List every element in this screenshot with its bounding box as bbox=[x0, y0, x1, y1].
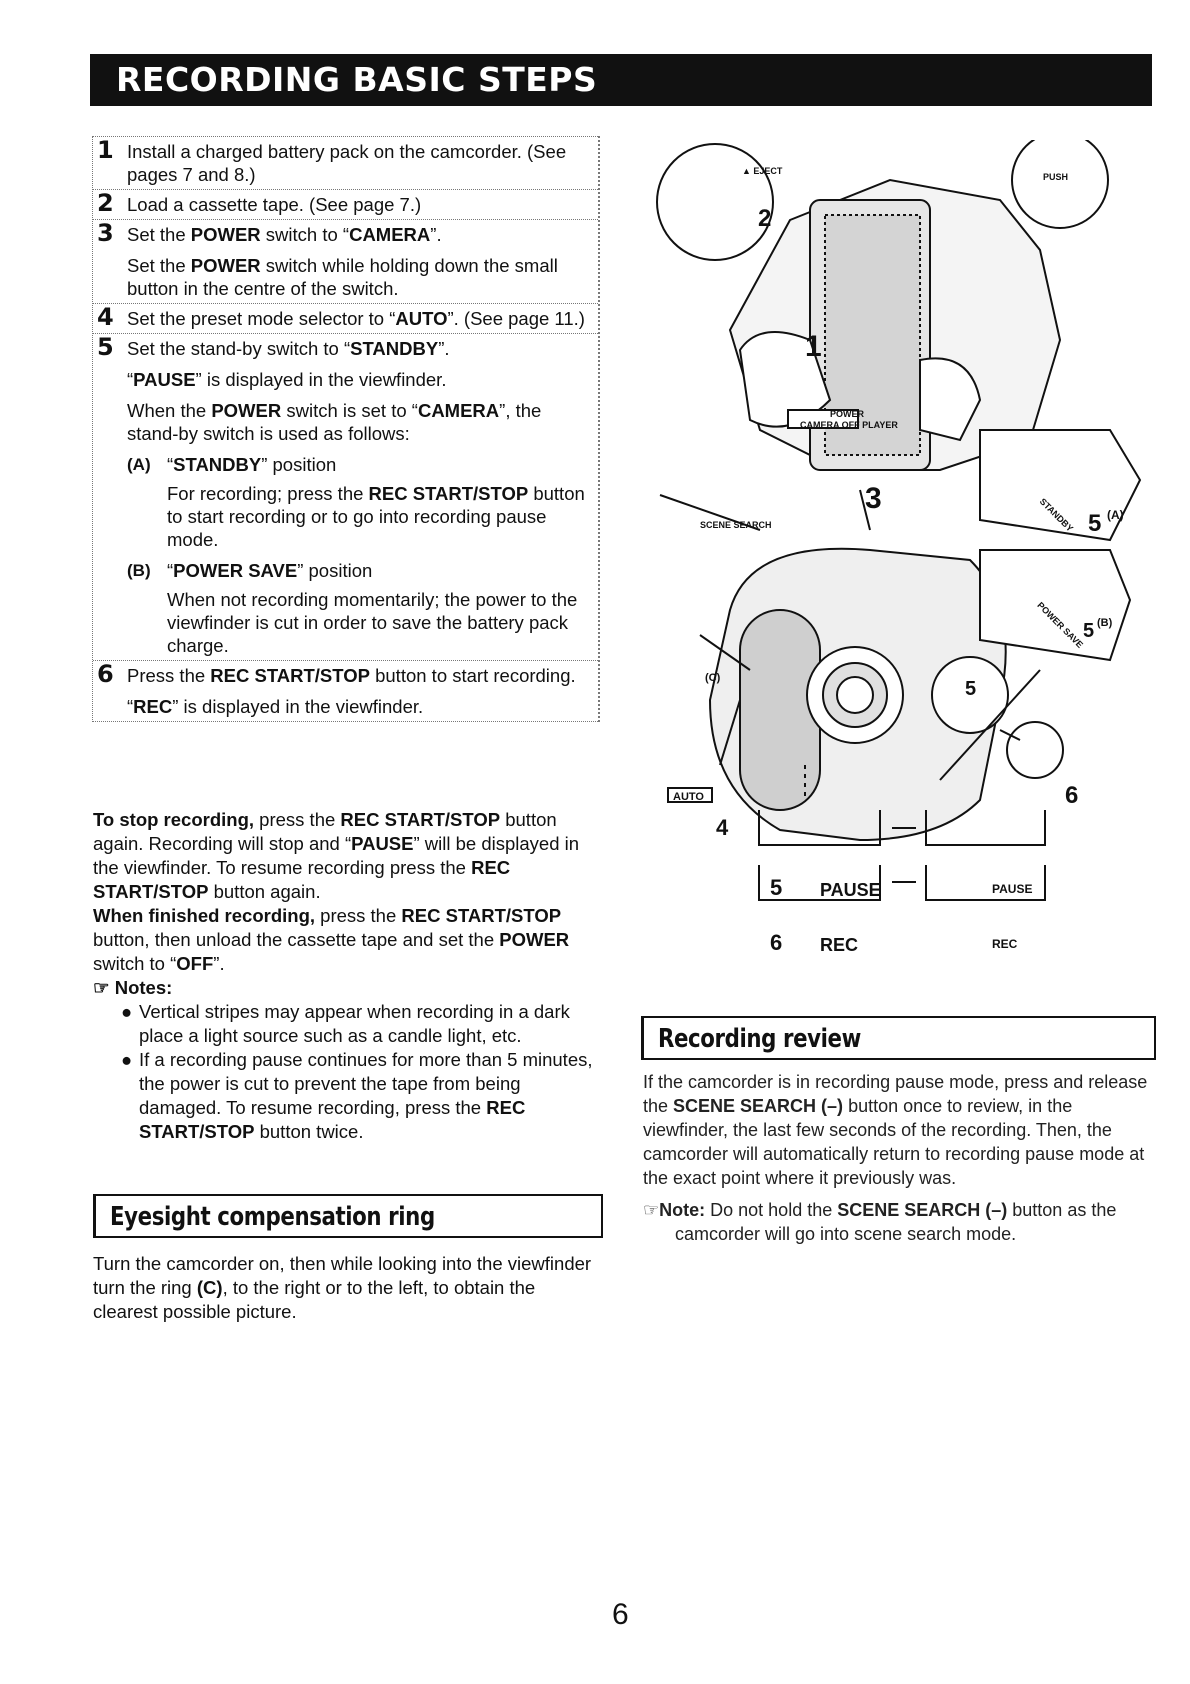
row-5-label: 5 bbox=[770, 875, 783, 900]
section-heading: Recording review bbox=[658, 1024, 861, 1054]
standby-label: STANDBY bbox=[1037, 496, 1076, 534]
note-item: ● If a recording pause continues for more than 5 minutes, the power is cut to prevent the tape from being damaged. To resume recording, press the REC START/STOP button twice. bbox=[93, 1048, 603, 1144]
hand-pointer-icon: ☞ bbox=[643, 1200, 660, 1220]
callout-3: 3 bbox=[865, 482, 882, 515]
viewfinder-rec-small: REC bbox=[992, 937, 1018, 951]
callout-5b: 5 bbox=[1083, 620, 1095, 642]
auto-label: AUTO bbox=[673, 791, 704, 803]
callout-5: 5 bbox=[965, 678, 977, 700]
callout-5a-sub: (A) bbox=[1107, 508, 1124, 522]
section-heading: Eyesight compensation ring bbox=[110, 1202, 435, 1232]
step-2 bbox=[93, 190, 598, 220]
step-3: 3 Set the POWER switch to “CAMERA”. Set the POWER switch while holding down the small button in the centre of the switch. bbox=[93, 220, 598, 304]
viewfinder-pause-small: PAUSE bbox=[992, 882, 1033, 896]
step-number: 2 bbox=[97, 189, 114, 217]
step-number: 1 bbox=[97, 136, 114, 164]
step-5: 5 Set the stand-by switch to “STANDBY”. “PAUSE” is displayed in the viewfinder. When the POWER switch is set to “CAMERA”, the stand-by switch is used as follows: (A) “STANDBY” position For recording; press the REC START/STOP button to start recording or to go into recording pause mode. (B) “POWER SAVE” position When not recording momentarily; the power to the viewfinder is cut in order to save the battery pack charge. bbox=[93, 334, 598, 661]
step-text: Load a cassette tape. (See page 7.) bbox=[127, 194, 422, 215]
power-options-label: CAMERA OFF PLAYER bbox=[800, 420, 898, 430]
hand-pointer-icon: ☞ bbox=[93, 977, 110, 998]
step-4: 4 Set the preset mode selector to “AUTO”. (See page 11.) bbox=[93, 304, 598, 334]
stop-recording-text: To stop recording, press the REC START/STOP button again. Recording will stop and “PAUSE” will be displayed in the viewfinder. To resume recording press the REC START/STOP button again. When finished recording, press the REC START/STOP button, then unload the cassette tape and set the POWER switch to “OFF”. ☞ Notes: ● Vertical stripes may appear when recording in a dark place a light source such as a candle light, etc. ● If a recording pause continues for more than 5 minutes, the power is cut to prevent the tape from being damaged. To resume recording, press the REC START/STOP button twice. bbox=[93, 808, 603, 1144]
notes-heading: ☞ Notes: bbox=[93, 977, 173, 998]
step-number: 6 bbox=[97, 660, 114, 688]
page-title: RECORDING BASIC STEPS bbox=[116, 60, 598, 99]
scene-search-label: SCENE SEARCH bbox=[700, 520, 772, 530]
viewfinder-rec: REC bbox=[820, 935, 859, 955]
callout-4: 4 bbox=[716, 815, 729, 840]
steps-box bbox=[92, 136, 600, 722]
ring-c-label: (C) bbox=[705, 672, 721, 684]
callout-6: 6 bbox=[1065, 782, 1079, 809]
eyesight-heading-box bbox=[93, 1194, 603, 1238]
step-1 bbox=[93, 137, 598, 190]
review-text: If the camcorder is in recording pause mode, press and release the SCENE SEARCH (–) button once to review, in the viewfinder, the last few seconds of the recording. Then, the camcorder will automatically return to recording pause mode at the exact point where it previously was. ☞Note: Do not hold the SCENE SEARCH (–) button as the camcorder will go into scene search mode. bbox=[643, 1072, 1148, 1244]
camcorder-illustration bbox=[640, 140, 1160, 1010]
step-6: 6 Press the REC START/STOP button to start recording. “REC” is displayed in the viewfinder. bbox=[97, 660, 576, 717]
viewfinder-pause: PAUSE bbox=[820, 880, 881, 900]
step-number: 4 bbox=[97, 303, 114, 331]
eject-label: ▲ EJECT bbox=[742, 166, 783, 176]
eyesight-text: Turn the camcorder on, then while looking into the viewfinder turn the ring (C), to the right or to the left, to obtain the clearest possible picture. bbox=[93, 1253, 592, 1322]
callout-5a: 5 bbox=[1088, 510, 1102, 537]
row-6-label: 6 bbox=[770, 930, 783, 955]
title-banner bbox=[90, 54, 1152, 106]
push-label: PUSH bbox=[1043, 172, 1069, 182]
note-item: ● Vertical stripes may appear when recording in a dark place a light source such as a candle light, etc. bbox=[93, 1000, 603, 1048]
step-number: 3 bbox=[97, 219, 114, 247]
callout-5b-sub: (B) bbox=[1097, 617, 1113, 629]
callout-2: 2 bbox=[758, 205, 772, 232]
page-number: 6 bbox=[612, 1598, 629, 1631]
step-number: 5 bbox=[97, 333, 114, 361]
review-heading-box bbox=[641, 1016, 1156, 1060]
power-label: POWER bbox=[830, 409, 865, 419]
step-text: Install a charged battery pack on the camcorder. (See pages 7 and 8.) bbox=[127, 141, 567, 185]
power-save-label: POWER SAVE bbox=[1035, 600, 1086, 650]
callout-1: 1 bbox=[805, 330, 822, 363]
